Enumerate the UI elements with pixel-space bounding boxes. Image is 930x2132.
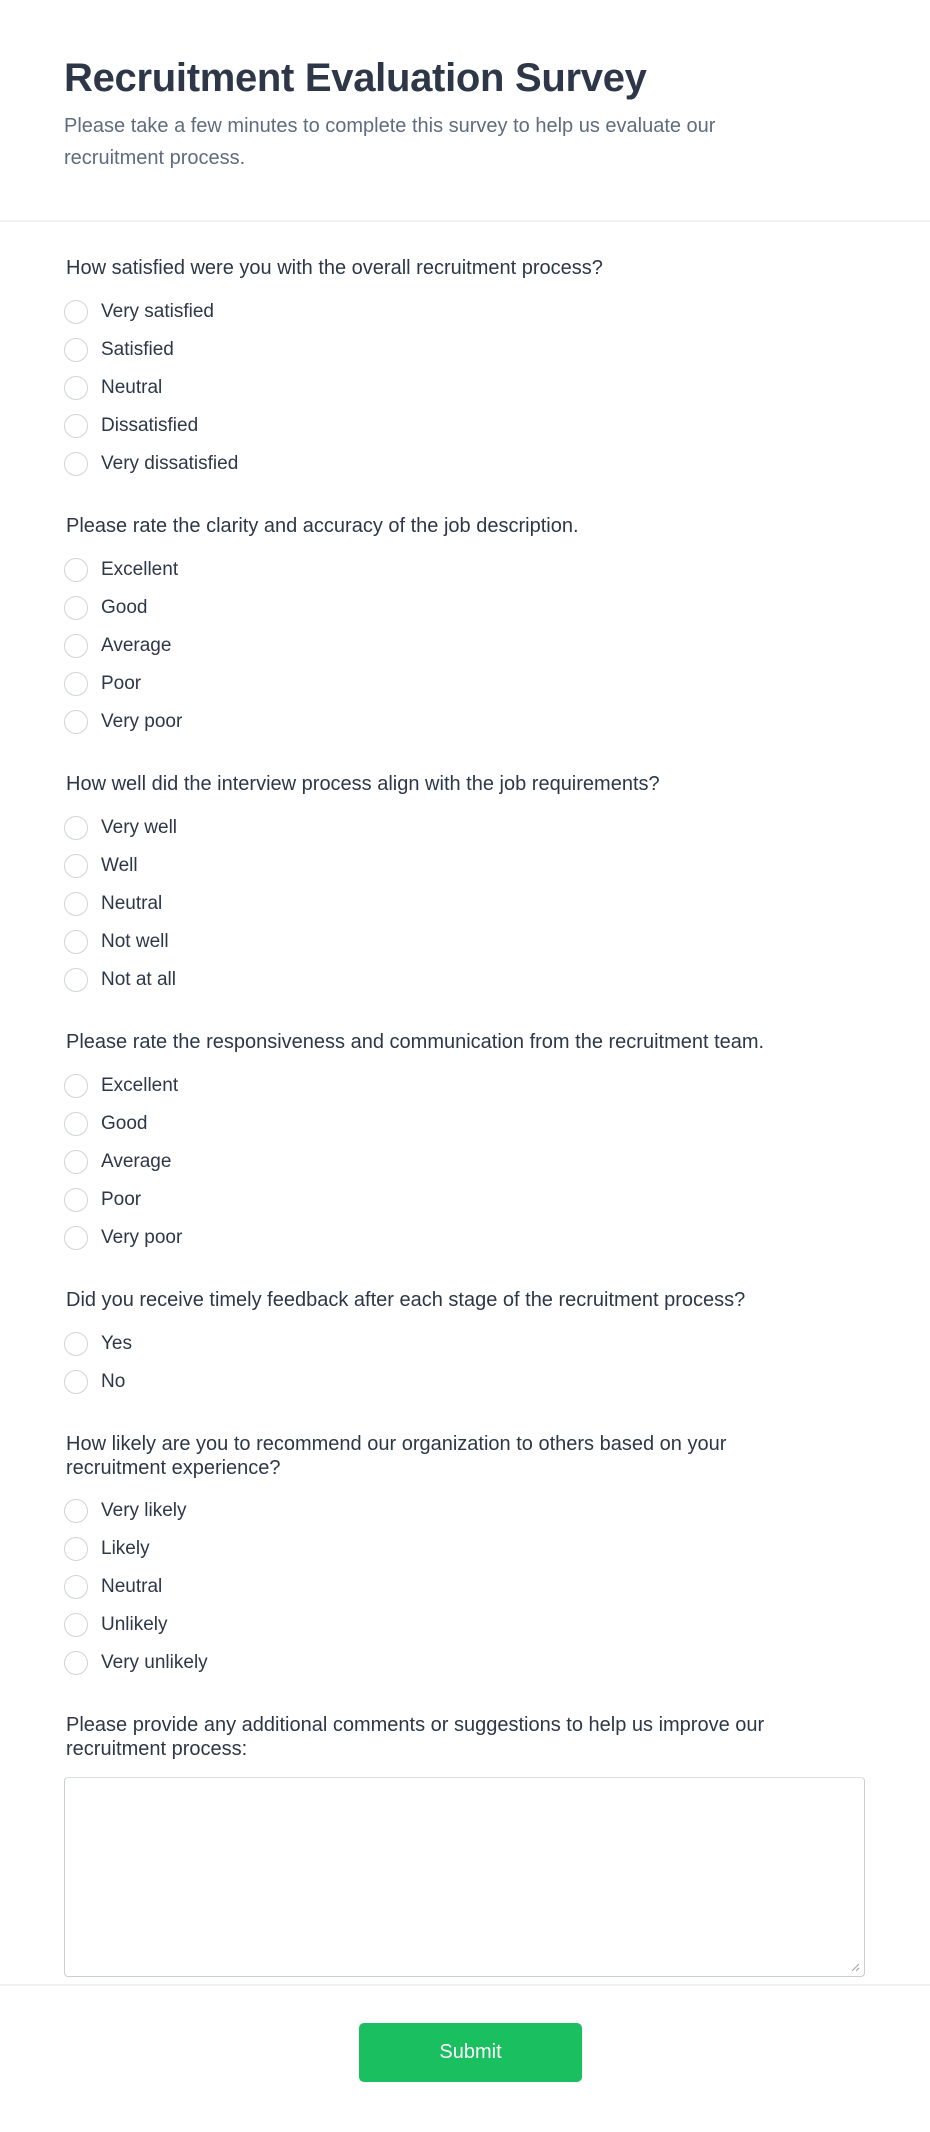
option-dissatisfied[interactable]	[64, 414, 866, 438]
option-label: No	[101, 1371, 126, 1392]
radio-button[interactable]	[64, 710, 88, 734]
radio-button[interactable]	[64, 1499, 88, 1523]
option-very-unlikely[interactable]	[64, 1651, 866, 1675]
option-label: Not at all	[101, 969, 176, 990]
radio-button[interactable]	[64, 414, 88, 438]
radio-button[interactable]	[64, 854, 88, 878]
radio-button[interactable]	[64, 1537, 88, 1561]
question-timely-feedback	[64, 1288, 866, 1394]
option-label: Dissatisfied	[101, 415, 199, 436]
submit-button[interactable]: Submit	[359, 2023, 582, 2082]
option-label: Unlikely	[101, 1614, 168, 1635]
option-label: Good	[101, 1113, 148, 1134]
option-label: Poor	[101, 1189, 142, 1210]
radio-button[interactable]	[64, 672, 88, 696]
radio-group	[64, 300, 866, 476]
option-very-likely[interactable]	[64, 1499, 866, 1523]
option-label: Good	[101, 597, 148, 618]
page-title: Recruitment Evaluation Survey	[64, 56, 647, 100]
option-very-poor[interactable]	[64, 710, 866, 734]
radio-button[interactable]	[64, 1332, 88, 1356]
option-label: Average	[101, 1151, 172, 1172]
option-label: Neutral	[101, 1576, 163, 1597]
radio-button[interactable]	[64, 892, 88, 916]
radio-button[interactable]	[64, 1370, 88, 1394]
option-label: Poor	[101, 673, 142, 694]
resize-handle-icon[interactable]	[850, 1962, 860, 1972]
option-excellent[interactable]	[64, 558, 866, 582]
radio-button[interactable]	[64, 634, 88, 658]
option-label: Very satisfied	[101, 301, 214, 322]
option-label: Excellent	[101, 1075, 179, 1096]
radio-button[interactable]	[64, 1651, 88, 1675]
question-text: Please rate the clarity and accuracy of the job description.	[66, 515, 579, 537]
radio-button[interactable]	[64, 1150, 88, 1174]
radio-button[interactable]	[64, 968, 88, 992]
radio-button[interactable]	[64, 1575, 88, 1599]
survey-form	[0, 222, 930, 1977]
option-label: Yes	[101, 1333, 132, 1354]
option-neutral[interactable]	[64, 376, 866, 400]
option-label: Neutral	[101, 377, 163, 398]
option-label: Average	[101, 635, 172, 656]
radio-button[interactable]	[64, 558, 88, 582]
radio-group	[64, 1332, 866, 1394]
option-label: Not well	[101, 931, 169, 952]
option-good[interactable]	[64, 596, 866, 620]
survey-header	[0, 0, 930, 222]
option-good[interactable]	[64, 1112, 866, 1136]
radio-button[interactable]	[64, 596, 88, 620]
question-interview-alignment	[64, 772, 866, 992]
page-subtitle: Please take a few minutes to complete this survey to help us evaluate our recruitment process.	[64, 115, 716, 169]
radio-button[interactable]	[64, 1613, 88, 1637]
option-very-dissatisfied[interactable]	[64, 452, 866, 476]
question-recommend-likelihood	[64, 1432, 866, 1675]
option-neutral[interactable]	[64, 892, 866, 916]
option-average[interactable]	[64, 634, 866, 658]
option-well[interactable]	[64, 854, 866, 878]
option-label: Neutral	[101, 893, 163, 914]
option-label: Very likely	[101, 1500, 187, 1521]
option-very-well[interactable]	[64, 816, 866, 840]
question-text: How satisfied were you with the overall recruitment process?	[66, 257, 603, 279]
option-excellent[interactable]	[64, 1074, 866, 1098]
option-very-poor[interactable]	[64, 1226, 866, 1250]
option-average[interactable]	[64, 1150, 866, 1174]
radio-button[interactable]	[64, 1074, 88, 1098]
radio-button[interactable]	[64, 1112, 88, 1136]
option-label: Likely	[101, 1538, 150, 1559]
radio-button[interactable]	[64, 452, 88, 476]
option-label: Very unlikely	[101, 1652, 208, 1673]
radio-button[interactable]	[64, 930, 88, 954]
question-team-responsiveness	[64, 1030, 866, 1250]
radio-group	[64, 1499, 866, 1675]
option-unlikely[interactable]	[64, 1613, 866, 1637]
radio-button[interactable]	[64, 1226, 88, 1250]
comments-field-wrapper	[64, 1777, 865, 1977]
comments-section	[64, 1713, 866, 1977]
radio-button[interactable]	[64, 338, 88, 362]
option-poor[interactable]	[64, 672, 866, 696]
question-job-description	[64, 514, 866, 734]
question-text: Please rate the responsiveness and communication from the recruitment team.	[66, 1031, 765, 1053]
radio-button[interactable]	[64, 376, 88, 400]
option-label: Very poor	[101, 711, 183, 732]
form-footer	[0, 1984, 930, 2132]
question-text: Did you receive timely feedback after each stage of the recruitment process?	[66, 1289, 746, 1311]
option-yes[interactable]	[64, 1332, 866, 1356]
option-label: Well	[101, 855, 138, 876]
option-not-well[interactable]	[64, 930, 866, 954]
option-label: Excellent	[101, 559, 179, 580]
question-text: How likely are you to recommend our organization to others based on your recruitment experience?	[66, 1433, 727, 1479]
option-poor[interactable]	[64, 1188, 866, 1212]
option-likely[interactable]	[64, 1537, 866, 1561]
radio-group	[64, 558, 866, 734]
option-no[interactable]	[64, 1370, 866, 1394]
comments-label: Please provide any additional comments or suggestions to help us improve our recruitment process:	[66, 1714, 765, 1760]
option-label: Very well	[101, 817, 178, 838]
option-satisfied[interactable]	[64, 338, 866, 362]
option-not-at-all[interactable]	[64, 968, 866, 992]
question-overall-satisfaction	[64, 256, 866, 476]
radio-button[interactable]	[64, 816, 88, 840]
radio-button[interactable]	[64, 1188, 88, 1212]
radio-group	[64, 1074, 866, 1250]
question-text: How well did the interview process align with the job requirements?	[66, 773, 660, 795]
option-label: Very poor	[101, 1227, 183, 1248]
option-label: Very dissatisfied	[101, 453, 239, 474]
option-neutral[interactable]	[64, 1575, 866, 1599]
option-label: Satisfied	[101, 339, 174, 360]
radio-group	[64, 816, 866, 992]
option-very-satisfied[interactable]	[64, 300, 866, 324]
comments-textarea[interactable]	[64, 1777, 865, 1977]
radio-button[interactable]	[64, 300, 88, 324]
